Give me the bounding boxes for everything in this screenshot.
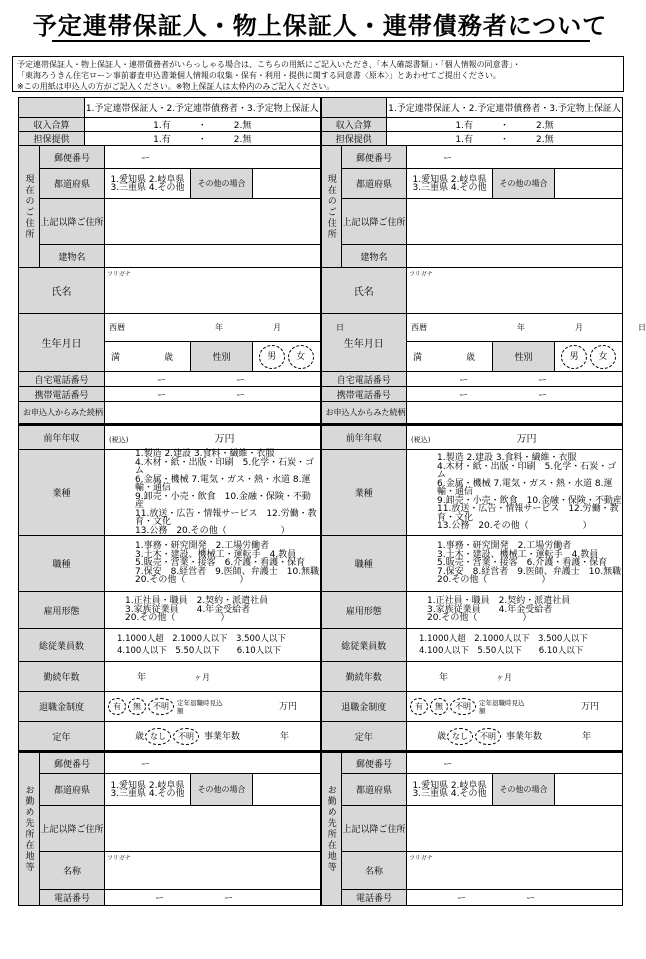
form-row	[19, 387, 623, 402]
left-address-rest-input[interactable]	[105, 199, 321, 245]
right-male-option[interactable]: 男	[561, 345, 587, 369]
left-address-group-label: 現在のご住所	[19, 146, 40, 268]
left-work-postal-label: 郵便番号	[40, 752, 105, 774]
left-tenure-input[interactable]: 年 ヶ月	[105, 662, 321, 692]
right-mobile-phone-input[interactable]: ー ー	[407, 387, 623, 402]
right-work-phone-label: 電話番号	[342, 890, 407, 906]
right-home-phone-label: 自宅電話番号	[321, 372, 407, 387]
page-title: 予定連帯保証人・物上保証人・連帯債務者について	[32, 12, 608, 40]
left-collateral-options[interactable]: 1.有 ・ 2.無	[85, 132, 321, 146]
form-row	[19, 146, 623, 169]
right-employment-label: 雇用形態	[321, 592, 407, 629]
left-retire-none[interactable]: 無	[128, 698, 146, 715]
left-work-address-input[interactable]	[105, 806, 321, 852]
right-collateral-label: 担保提供	[321, 132, 387, 146]
right-prefecture-options[interactable]: 1.愛知県 2.岐阜県 3.三重県 4.その他	[407, 169, 493, 199]
left-income-merge-label: 収入合算	[19, 118, 85, 132]
left-retire-has[interactable]: 有	[108, 698, 126, 715]
right-age-input[interactable]: 満 歳	[407, 342, 493, 372]
right-female-option[interactable]: 女	[590, 345, 616, 369]
left-retire-age-unknown[interactable]: 不明	[173, 728, 199, 745]
right-home-phone-input[interactable]: ー ー	[407, 372, 623, 387]
form-row	[19, 402, 623, 425]
right-address-group-label: 現在のご住所	[321, 146, 342, 268]
left-male-option[interactable]: 男	[259, 345, 285, 369]
form-row	[19, 662, 623, 692]
right-retire-has[interactable]: 有	[410, 698, 428, 715]
left-birth-label: 生年月日	[19, 314, 105, 372]
left-occupation-label: 職種	[19, 536, 105, 592]
right-tenure-label: 勤続年数	[321, 662, 407, 692]
title-underline	[52, 40, 590, 42]
right-industry-label: 業種	[321, 450, 407, 536]
right-address-rest-label: 上記以降ご住所	[342, 199, 407, 245]
right-relation-label: お申込人からみた続柄	[321, 402, 407, 425]
right-address-rest-input[interactable]	[407, 199, 623, 245]
left-name-label: 氏名	[19, 268, 105, 314]
right-income-merge-label: 収入合算	[321, 118, 387, 132]
left-postal-input[interactable]: ー	[105, 146, 321, 169]
right-work-postal-input[interactable]: ー	[407, 752, 623, 774]
left-gender-label: 性別	[191, 342, 253, 372]
left-work-postal-input[interactable]: ー	[105, 752, 321, 774]
form-row	[19, 372, 623, 387]
right-industry-options[interactable]: 1.製造 2.建設 3.食料・繊維・衣服 4.木材・紙・出版・印刷 5.化学・石炭・ゴム 6.金属・機械 7.電気・ガス・熱・水道 8.運輸・通信 9.卸売・小売・飲食 10.金融・保険・不動産 11.放送・広告・情報サービス 12.労働・教育・文化 13.公務 20.その他（ ）	[407, 450, 623, 536]
left-income-input[interactable]: (税込) 万円	[105, 425, 321, 450]
right-work-postal-label: 郵便番号	[342, 752, 407, 774]
right-work-address-label: 上記以降ご住所	[342, 806, 407, 852]
left-building-label: 建物名	[40, 245, 105, 268]
left-gender-options[interactable]	[253, 342, 321, 372]
left-work-phone-label: 電話番号	[40, 890, 105, 906]
left-postal-label: 郵便番号	[40, 146, 105, 169]
left-income-merge-options[interactable]: 1.有 ・ 2.無	[85, 118, 321, 132]
right-income-label: 前年年収	[321, 425, 407, 450]
left-home-phone-label: 自宅電話番号	[19, 372, 105, 387]
left-work-other-case-input[interactable]	[253, 774, 321, 806]
form-row	[19, 722, 623, 752]
instruction-box	[12, 56, 624, 92]
left-relation-label: お申込人からみた続柄	[19, 402, 105, 425]
left-retire-age-label: 定年	[19, 722, 105, 752]
form-row	[19, 118, 623, 132]
form-row	[19, 132, 623, 146]
left-address-rest-label: 上記以降ご住所	[40, 199, 105, 245]
form-row	[19, 98, 623, 118]
right-relation-input[interactable]	[407, 402, 623, 425]
right-income-merge-options[interactable]: 1.有 ・ 2.無	[387, 118, 623, 132]
left-collateral-label: 担保提供	[19, 132, 85, 146]
right-retire-age-options[interactable]: 歳 なし 不明 事業年数 年	[407, 722, 623, 752]
left-female-option[interactable]: 女	[288, 345, 314, 369]
right-occupation-options[interactable]: 1.事務・研究開発 2.工場労働者 3.土木・建設、機械工・運転手 4.教員 5.販売・営業・接客 6.介護・看護・保育 7.保安 8.経営者 9.医師、弁護士 10.無職 20.その他（ ）	[407, 536, 623, 592]
guarantor-form	[18, 97, 646, 953]
left-occupation-options[interactable]: 1.事務・研究開発 2.工場労働者 3.土木・建設、機械工・運転手 4.教員 5.販売・営業・接客 6.介護・看護・保育 7.保安 8.経営者 9.医師、弁護士 10.無職 20.その他（ ）	[105, 536, 321, 592]
right-retire-age-unknown[interactable]: 不明	[475, 728, 501, 745]
form-row	[19, 692, 623, 722]
left-employees-label: 総従業員数	[19, 629, 105, 662]
left-age-input[interactable]: 満 歳	[105, 342, 191, 372]
left-employment-label: 雇用形態	[19, 592, 105, 629]
left-employees-options[interactable]: 1.1000人超 2.1000人以下 3.500人以下 4.100人以下 5.50人以下 6.10人以下	[105, 629, 321, 662]
form-row	[19, 536, 623, 592]
instruction-line-2: 「東海ろうきん住宅ローン事前審査申込書兼個人情報の収集・保有・利用・提供に関する同意書〈原本〉」とあわせてご提出ください。	[17, 71, 501, 80]
right-retire-age-label: 定年	[321, 722, 407, 752]
left-work-group-label: お勤め先所在地等	[19, 752, 40, 906]
right-name-input[interactable]: フリガナ	[407, 268, 623, 314]
right-employees-label: 総従業員数	[321, 629, 407, 662]
right-type-options[interactable]: 1.予定連帯保証人・2.予定連帯債務者・3.予定物上保証人	[387, 98, 623, 118]
right-mobile-phone-label: 携帯電話番号	[321, 387, 407, 402]
form-row	[19, 450, 623, 536]
right-name-label: 氏名	[321, 268, 407, 314]
left-company-name-input[interactable]: フリガナ	[105, 852, 321, 890]
left-prefecture-label: 都道府県	[40, 169, 105, 199]
right-birth-date-input[interactable]: 西暦 年 月 日	[407, 314, 623, 342]
left-birth-date-input[interactable]: 西暦 年 月 日	[105, 314, 321, 342]
right-company-name-input[interactable]: フリガナ	[407, 852, 623, 890]
right-postal-label: 郵便番号	[342, 146, 407, 169]
instruction-line-3: ※この用紙は申込人の方がご記入ください。※物上保証人は太枠内のみご記入ください。	[17, 82, 335, 91]
left-retirement-label: 退職金制度	[19, 692, 105, 722]
right-income-input[interactable]: (税込) 万円	[407, 425, 623, 450]
left-retire-age-none[interactable]: なし	[145, 728, 171, 745]
left-work-other-case-label: その他の場合	[191, 774, 253, 806]
left-work-address-label: 上記以降ご住所	[40, 806, 105, 852]
left-name-input[interactable]: フリガナ	[105, 268, 321, 314]
left-home-phone-input[interactable]: ー ー	[105, 372, 321, 387]
right-retire-age-none[interactable]: なし	[447, 728, 473, 745]
left-prefecture-options[interactable]: 1.愛知県 2.岐阜県 3.三重県 4.その他	[105, 169, 191, 199]
right-employment-options[interactable]: 1.正社員・職員 2.契約・派遣社員 3.家族従業員 4.年金受給者 20.その他（ ）	[407, 592, 623, 629]
right-collateral-options[interactable]: 1.有 ・ 2.無	[387, 132, 623, 146]
left-mobile-phone-input[interactable]: ー ー	[105, 387, 321, 402]
left-relation-input[interactable]	[105, 402, 321, 425]
left-income-label: 前年年収	[19, 425, 105, 450]
right-postal-input[interactable]: ー	[407, 146, 623, 169]
left-retire-age-options[interactable]: 歳 なし 不明 事業年数 年	[105, 722, 321, 752]
left-industry-label: 業種	[19, 450, 105, 536]
form-row	[19, 425, 623, 450]
right-work-other-case-input[interactable]	[555, 774, 623, 806]
instruction-line-1: 予定連帯保証人・物上保証人・連帯債務者がいらっしゃる場合は、こちらの用紙にご記入いただき、「本人確認書類」・「個人情報の同意書」・	[17, 60, 521, 69]
left-work-prefecture-options[interactable]: 1.愛知県 2.岐阜県 3.三重県 4.その他	[105, 774, 191, 806]
form-row	[19, 752, 623, 774]
right-company-name-label: 名称	[342, 852, 407, 890]
left-tenure-label: 勤続年数	[19, 662, 105, 692]
left-industry-options[interactable]: 1.製造 2.建設 3.食料・繊維・衣服 4.木材・紙・出版・印刷 5.化学・石炭・ゴム 6.金属・機械 7.電気・ガス・熱・水道 8.運輸・通信 9.卸売・小売・飲食 10.金融・保険・不動産 11.放送・広告・情報サービス 12.労働・教育・文化 13.公務 20.その他（ ）	[105, 450, 321, 536]
right-work-prefecture-options[interactable]: 1.愛知県 2.岐阜県 3.三重県 4.その他	[407, 774, 493, 806]
right-retirement-label: 退職金制度	[321, 692, 407, 722]
right-other-case-label: その他の場合	[493, 169, 555, 199]
right-work-phone-input[interactable]: ー ー	[407, 890, 623, 906]
right-work-prefecture-label: 都道府県	[342, 774, 407, 806]
left-mobile-phone-label: 携帯電話番号	[19, 387, 105, 402]
left-company-name-label: 名称	[40, 852, 105, 890]
left-other-case-label: その他の場合	[191, 169, 253, 199]
left-building-input[interactable]	[105, 245, 321, 268]
left-work-prefecture-label: 都道府県	[40, 774, 105, 806]
right-building-label: 建物名	[342, 245, 407, 268]
left-retirement-options[interactable]: 有 無 不明 定年退職時見込額 万円	[105, 692, 321, 722]
right-work-other-case-label: その他の場合	[493, 774, 555, 806]
left-type-options[interactable]: 1.予定連帯保証人・2.予定連帯債務者・3.予定物上保証人	[85, 98, 321, 118]
right-work-address-input[interactable]	[407, 806, 623, 852]
right-gender-options[interactable]	[555, 342, 623, 372]
form-table	[18, 97, 646, 906]
right-retire-unknown[interactable]: 不明	[450, 698, 476, 715]
left-work-phone-input[interactable]: ー ー	[105, 890, 321, 906]
left-employment-options[interactable]: 1.正社員・職員 2.契約・派遣社員 3.家族従業員 4.年金受給者 20.その他（ ）	[105, 592, 321, 629]
form-row	[19, 629, 623, 662]
right-other-case-input[interactable]	[555, 169, 623, 199]
right-building-input[interactable]	[407, 245, 623, 268]
right-work-group-label: お勤め先所在地等	[321, 752, 342, 906]
right-prefecture-label: 都道府県	[342, 169, 407, 199]
right-birth-label: 生年月日	[321, 314, 407, 372]
right-tenure-input[interactable]: 年 ヶ月	[407, 662, 623, 692]
left-other-case-input[interactable]	[253, 169, 321, 199]
form-row	[19, 268, 623, 314]
right-retire-none[interactable]: 無	[430, 698, 448, 715]
right-occupation-label: 職種	[321, 536, 407, 592]
right-gender-label: 性別	[493, 342, 555, 372]
right-employees-options[interactable]: 1.1000人超 2.1000人以下 3.500人以下 4.100人以下 5.50人以下 6.10人以下	[407, 629, 623, 662]
form-row	[19, 314, 623, 342]
left-retire-unknown[interactable]: 不明	[148, 698, 174, 715]
right-retirement-options[interactable]: 有 無 不明 定年退職時見込額 万円	[407, 692, 623, 722]
form-row	[19, 592, 623, 629]
